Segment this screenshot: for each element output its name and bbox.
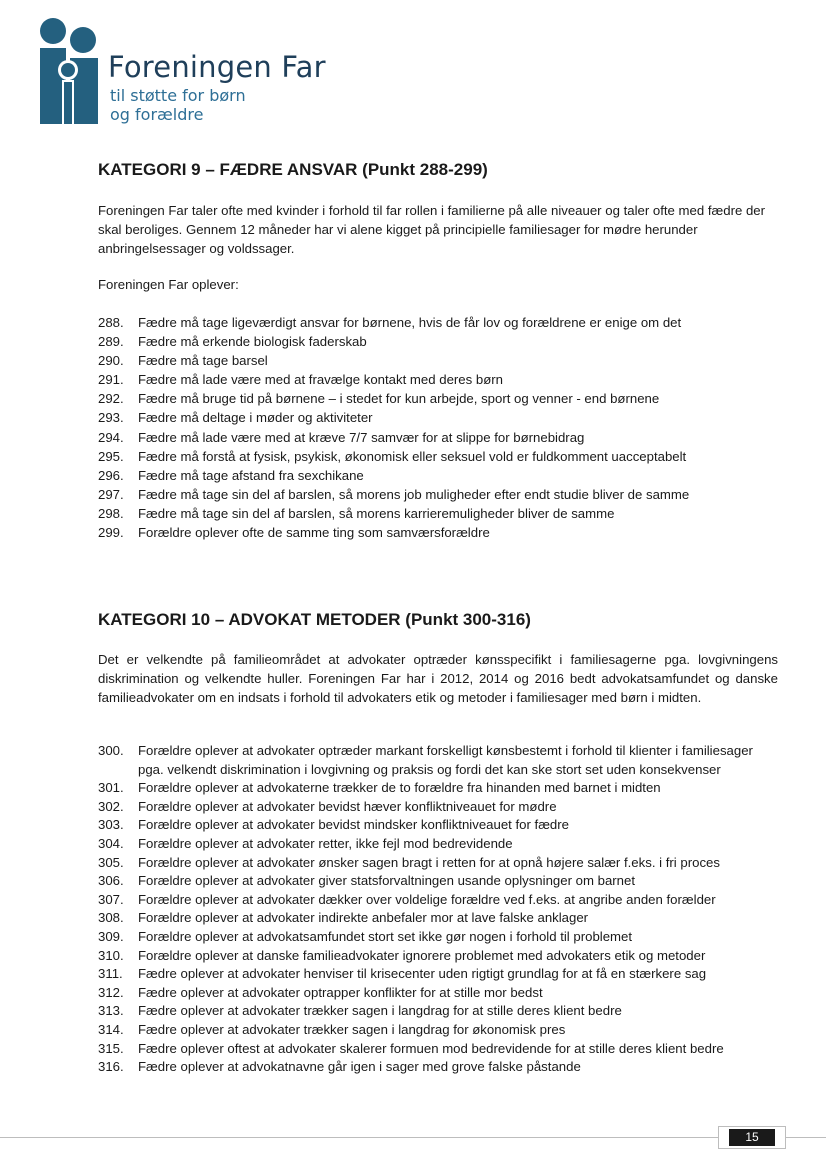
list-item	[98, 872, 778, 891]
category-9-intro-block	[98, 201, 778, 259]
footer-divider	[0, 1137, 826, 1138]
category-9-intro: Foreningen Far taler ofte med kvinder i forhold til far rollen i familierne på alle niveauer og taler ofte med fædre der skal beroliges. Gennem 12 måneder har vi alene kigget på principielle familiesager for mødre herunder anbringelsessager og voldssager.	[98, 203, 766, 257]
list-item	[98, 798, 778, 817]
item-number: 290.	[98, 353, 124, 369]
list-item	[98, 313, 778, 332]
item-number: 300.	[98, 743, 124, 758]
list-item	[98, 835, 778, 854]
item-text: Forældre oplever at advokater bevidst mindsker konfliktniveauet for fædre	[138, 817, 569, 833]
item-text: Fædre må tage sin del af barslen, så morens karrieremuligheder bliver de samme	[138, 505, 615, 521]
item-text: Fædre oplever at advokater trækker sagen i langdrag for at stille deres klient bedre	[138, 1003, 622, 1019]
list-item	[98, 351, 778, 370]
item-text: Forældre oplever at advokater giver statsforvaltningen usande oplysninger om barnet	[138, 873, 636, 889]
item-number: 302.	[98, 798, 124, 814]
category-10-heading: KATEGORI 10 – ADVOKAT METODER (Punkt 300-316)	[98, 610, 531, 629]
item-text: Fædre må forstå at fysisk, psykisk, økonomisk eller seksuel vold er fuldkomment uacceptabelt	[138, 448, 687, 464]
page-number: 15	[729, 1129, 775, 1146]
category-9-list-block	[98, 313, 778, 542]
item-number: 291.	[98, 372, 124, 388]
item-number: 298.	[98, 505, 124, 521]
item-number: 295.	[98, 448, 124, 464]
item-text: Fædre oplever at advokater trækker sagen i langdrag for økonomisk pres	[138, 1021, 566, 1037]
list-item	[98, 965, 778, 984]
page-number-box	[718, 1126, 786, 1149]
item-text: Fædre må deltage i møder og aktiviteter	[138, 410, 373, 426]
item-number: 308.	[98, 910, 124, 926]
category-9-lead: Foreningen Far oplever:	[98, 277, 239, 292]
item-text: Forældre oplever at advokater ønsker sagen bragt i retten for at opnå højere salær f.eks. i fri proces	[138, 854, 720, 870]
list-item	[98, 370, 778, 389]
item-number: 288.	[98, 315, 124, 330]
list-item	[98, 779, 778, 798]
list-item	[98, 523, 778, 542]
item-number: 297.	[98, 486, 124, 502]
item-number: 299.	[98, 525, 124, 541]
item-text: Forældre oplever at advokater dækker over voldelige forældre ved f.eks. at angribe anden forælder	[138, 891, 716, 907]
logo-tagline	[110, 86, 246, 124]
item-number: 304.	[98, 835, 124, 851]
item-text: Fædre må bruge tid på børnene – i stedet for kun arbejde, sport og venner - end børnene	[138, 391, 660, 407]
list-item	[98, 485, 778, 504]
item-text: Forældre oplever at advokater bevidst hæver konfliktniveauet for mødre	[138, 798, 557, 814]
item-text: Fædre må tage barsel	[138, 353, 268, 369]
category-10-list	[98, 742, 778, 1077]
item-number: 310.	[98, 947, 124, 963]
category-9-lead-block	[98, 275, 778, 294]
list-item	[98, 447, 778, 466]
item-text: Fædre må erkende biologisk faderskab	[138, 334, 367, 350]
item-number: 315.	[98, 1040, 124, 1056]
family-logo-icon	[38, 18, 102, 124]
item-number: 307.	[98, 891, 124, 907]
logo-name: Foreningen Far	[108, 50, 326, 84]
logo-tagline-line-2: og forældre	[110, 105, 204, 124]
item-text: Fædre må lade være med at kræve 7/7 samvær for at slippe for børnebidrag	[138, 429, 585, 445]
list-item	[98, 1040, 778, 1059]
category-9-heading: KATEGORI 9 – FÆDRE ANSVAR (Punkt 288-299)	[98, 160, 488, 179]
list-item	[98, 928, 778, 947]
list-item	[98, 1058, 778, 1077]
item-number: 316.	[98, 1059, 124, 1075]
category-10-heading-block	[98, 610, 778, 630]
list-item	[98, 947, 778, 966]
item-text: Forældre oplever at advokater optræder markant forskelligt kønsbestemt i forhold til klienter i familiesager pga. velkendt diskrimination i lovgivning og praksis og fordi det kan ske stort set uden konsekvenser	[138, 743, 753, 777]
list-item	[98, 1021, 778, 1040]
item-text: Forældre oplever at advokaterne trækker de to forældre fra hinanden med barnet i midten	[138, 780, 661, 796]
list-item	[98, 984, 778, 1003]
item-number: 289.	[98, 334, 124, 350]
item-number: 293.	[98, 410, 124, 426]
list-item	[98, 504, 778, 523]
list-item	[98, 891, 778, 910]
item-text: Forældre oplever at advokatsamfundet stort set ikke gør nogen i forhold til problemet	[138, 928, 633, 944]
item-number: 311.	[98, 966, 123, 982]
list-item	[98, 332, 778, 351]
list-item	[98, 408, 778, 427]
item-text: Fædre må lade være med at fravælge kontakt med deres børn	[138, 372, 504, 388]
list-item	[98, 1002, 778, 1021]
list-item	[98, 854, 778, 873]
item-text: Fædre oplever oftest at advokater skalerer formuen mod bedrevidende for at stille deres klient bedre	[138, 1040, 724, 1056]
list-item	[98, 909, 778, 928]
item-text: Fædre oplever at advokatnavne går igen i sager med grove falske påstande	[138, 1059, 581, 1075]
item-number: 312.	[98, 984, 124, 1000]
item-text: Fædre må tage ligeværdigt ansvar for børnene, hvis de får lov og forældrene er enige om det	[138, 315, 682, 330]
item-number: 313.	[98, 1003, 124, 1019]
category-10-intro-block	[98, 650, 778, 708]
organization-logo	[38, 18, 328, 128]
item-text: Fædre oplever at advokater optrapper konflikter for at stille mor bedst	[138, 984, 543, 1000]
item-number: 309.	[98, 928, 124, 944]
item-number: 305.	[98, 854, 124, 870]
category-10-intro: Det er velkendte på familieområdet at advokater optræder kønsspecifikt i familiesagerne pga. lovgivningens diskrimination og velkendte huller. Foreningen Far har i 2012, 2014 og 2016 bedt advokatsamfundet og danske familieadvokater om en indsats i forhold til advokaters etik og metoder i familiesager med børn i midten.	[98, 652, 778, 706]
item-number: 303.	[98, 817, 124, 833]
item-number: 301.	[98, 780, 124, 796]
item-text: Forældre oplever at danske familieadvokater ignorere problemet med advokaters etik og metoder	[138, 947, 706, 963]
item-number: 314.	[98, 1021, 124, 1037]
list-item	[98, 816, 778, 835]
item-number: 292.	[98, 391, 124, 407]
item-number: 294.	[98, 429, 124, 445]
item-text: Forældre oplever at advokater retter, ikke fejl mod bedrevidende	[138, 835, 513, 851]
category-10-list-block	[98, 742, 778, 1077]
category-9-list	[98, 313, 778, 542]
item-text: Forældre oplever ofte de samme ting som samværsforældre	[138, 525, 490, 541]
item-text: Forældre oplever at advokater indirekte anbefaler mor at lave falske anklager	[138, 910, 589, 926]
list-item	[98, 389, 778, 408]
category-9-heading-block	[98, 160, 778, 180]
list-item	[98, 428, 778, 447]
list-item	[98, 466, 778, 485]
item-text: Fædre må tage afstand fra sexchikane	[138, 467, 364, 483]
list-item	[98, 742, 778, 779]
item-number: 306.	[98, 873, 124, 889]
item-text: Fædre oplever at advokater henviser til krisecenter uden rigtigt grundlag for at få en stærkere sag	[138, 966, 707, 982]
logo-tagline-line-1: til støtte for børn	[110, 86, 246, 105]
item-number: 296.	[98, 467, 124, 483]
item-text: Fædre må tage sin del af barslen, så morens job muligheder efter endt studie bliver de samme	[138, 486, 690, 502]
